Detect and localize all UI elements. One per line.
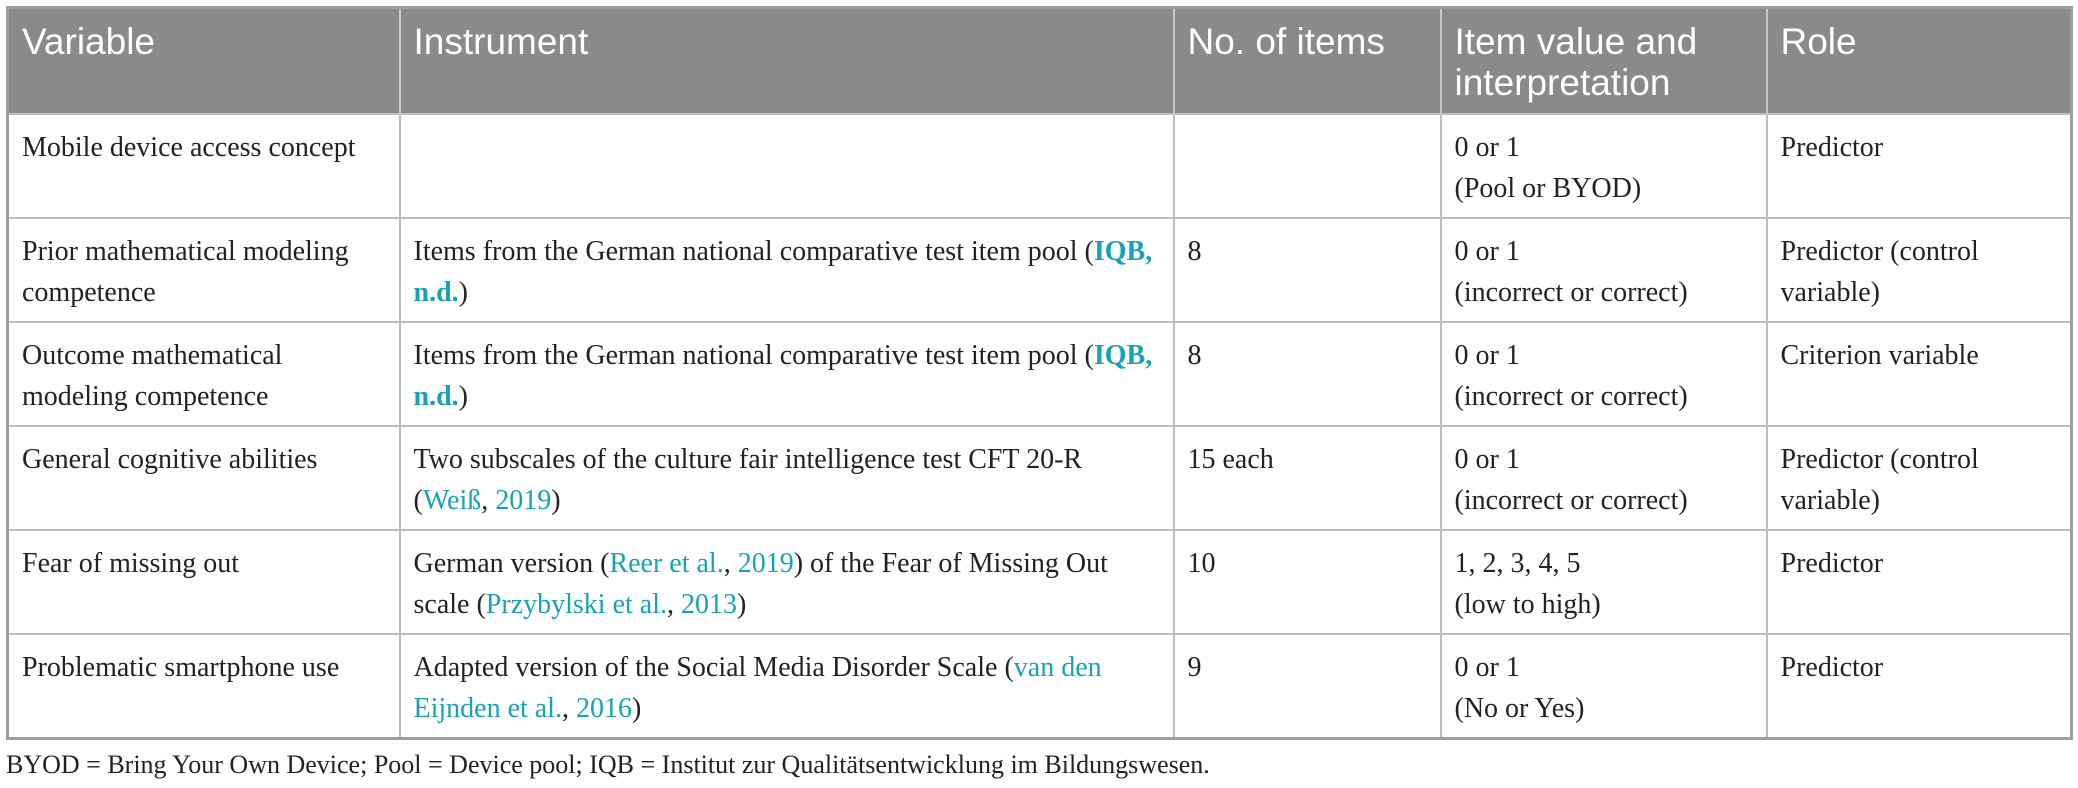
citation-author-link[interactable]: Reer et al. bbox=[609, 548, 724, 579]
cell-value bbox=[1441, 426, 1767, 530]
citation-year-link[interactable]: 2019 bbox=[737, 548, 794, 579]
cell-role: Predictor bbox=[1767, 634, 2072, 739]
instrument-text: ) bbox=[737, 589, 747, 620]
value-interpretation: (No or Yes) bbox=[1454, 693, 1585, 724]
cell-variable: Mobile device access concept bbox=[8, 114, 400, 218]
cell-items: 8 bbox=[1174, 322, 1441, 426]
value-interpretation: (low to high) bbox=[1454, 589, 1601, 620]
cell-role: Predictor (control variable) bbox=[1767, 426, 2072, 530]
table-row bbox=[8, 426, 2072, 530]
cell-value bbox=[1441, 322, 1767, 426]
cell-role: Criterion variable bbox=[1767, 322, 2072, 426]
cell-variable: Outcome mathematical modeling competence bbox=[8, 322, 400, 426]
citation-year-link[interactable]: 2013 bbox=[681, 589, 737, 620]
table-row bbox=[8, 634, 2072, 739]
table-footnote: BYOD = Bring Your Own Device; Pool = Device pool; IQB = Institut zur Qualitätsentwicklung im Bildungswesen. bbox=[6, 750, 1210, 779]
instrument-text: ) of the Fear of Missing Out scale ( bbox=[413, 548, 1108, 620]
cell-variable: Problematic smartphone use bbox=[8, 634, 400, 739]
cell-role: Predictor bbox=[1767, 114, 2072, 218]
header-item-value bbox=[1441, 8, 1767, 115]
cell-variable: Fear of missing out bbox=[8, 530, 400, 634]
instrument-text: ) bbox=[458, 277, 468, 308]
instrument-text: ) bbox=[458, 381, 468, 412]
instrument-text: , bbox=[667, 589, 681, 620]
cell-variable: General cognitive abilities bbox=[8, 426, 400, 530]
value-interpretation: (incorrect or correct) bbox=[1454, 485, 1688, 516]
instrument-text: Items from the German national comparative test item pool ( bbox=[413, 236, 1094, 267]
citation-year-link[interactable]: 2016 bbox=[576, 693, 633, 724]
header-item-value-line1: Item value and bbox=[1454, 21, 1698, 62]
cell-items: 9 bbox=[1174, 634, 1441, 739]
table-row bbox=[8, 114, 2072, 218]
variables-table-container bbox=[6, 6, 2070, 740]
cell-items: 15 each bbox=[1174, 426, 1441, 530]
cell-instrument bbox=[400, 634, 1174, 739]
citation-author-link[interactable]: van den Eijnden et al. bbox=[413, 652, 1102, 724]
citation-year-link[interactable]: 2019 bbox=[495, 485, 552, 516]
value-interpretation: (incorrect or correct) bbox=[1454, 277, 1688, 308]
value-line: 0 or 1 bbox=[1454, 340, 1520, 371]
cell-instrument bbox=[400, 426, 1174, 530]
header-items: No. of items bbox=[1174, 8, 1441, 115]
citation-author-link[interactable]: Weiß bbox=[422, 485, 482, 516]
instrument-text: , bbox=[562, 693, 577, 724]
header-variable: Variable bbox=[8, 8, 400, 115]
table-header-row bbox=[8, 8, 2072, 115]
cell-value bbox=[1441, 218, 1767, 322]
cell-items bbox=[1174, 114, 1441, 218]
table-row bbox=[8, 530, 2072, 634]
variables-table bbox=[6, 6, 2073, 740]
table-row bbox=[8, 218, 2072, 322]
cell-role: Predictor (control variable) bbox=[1767, 218, 2072, 322]
cell-value bbox=[1441, 530, 1767, 634]
header-instrument: Instrument bbox=[400, 8, 1174, 115]
value-line: 0 or 1 bbox=[1454, 652, 1520, 683]
instrument-text: , bbox=[723, 548, 738, 579]
cell-instrument bbox=[400, 530, 1174, 634]
cell-value bbox=[1441, 634, 1767, 739]
value-interpretation: (incorrect or correct) bbox=[1454, 381, 1688, 412]
value-line: 1, 2, 3, 4, 5 bbox=[1454, 548, 1581, 579]
instrument-text: , bbox=[481, 485, 496, 516]
value-line: 0 or 1 bbox=[1454, 236, 1520, 267]
citation-author-link[interactable]: Przybylski et al. bbox=[485, 589, 667, 620]
instrument-text: ) bbox=[551, 485, 561, 516]
instrument-text: Items from the German national comparative test item pool ( bbox=[413, 340, 1094, 371]
value-interpretation: (Pool or BYOD) bbox=[1454, 173, 1642, 204]
value-line: 0 or 1 bbox=[1454, 132, 1520, 163]
cell-variable: Prior mathematical modeling competence bbox=[8, 218, 400, 322]
header-item-value-line2: interpretation bbox=[1454, 62, 1671, 103]
instrument-text: German version ( bbox=[413, 548, 610, 579]
cell-items: 10 bbox=[1174, 530, 1441, 634]
cell-value bbox=[1441, 114, 1767, 218]
citation-link[interactable]: IQB, n.d. bbox=[413, 236, 1153, 308]
cell-instrument bbox=[400, 114, 1174, 218]
citation-link[interactable]: IQB, n.d. bbox=[413, 340, 1153, 412]
cell-instrument bbox=[400, 322, 1174, 426]
value-line: 0 or 1 bbox=[1454, 444, 1520, 475]
cell-instrument bbox=[400, 218, 1174, 322]
instrument-text: Two subscales of the culture fair intelligence test CFT 20-R ( bbox=[413, 444, 1083, 516]
table-row bbox=[8, 322, 2072, 426]
instrument-text: ) bbox=[632, 693, 642, 724]
cell-items: 8 bbox=[1174, 218, 1441, 322]
instrument-text: Adapted version of the Social Media Disorder Scale ( bbox=[413, 652, 1014, 683]
cell-role: Predictor bbox=[1767, 530, 2072, 634]
header-role: Role bbox=[1767, 8, 2072, 115]
